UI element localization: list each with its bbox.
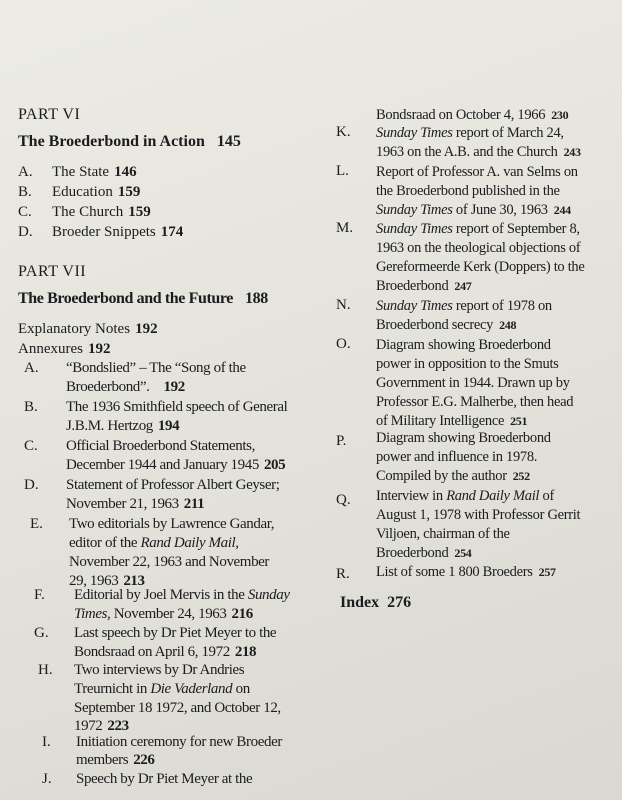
annex-c-line2: December 1944 and January 1945 205 — [66, 457, 286, 473]
annex-p-line2: power and influence in 1978. — [376, 449, 538, 465]
annex-a-letter: A. — [24, 360, 39, 376]
annex-k-letter: K. — [336, 124, 351, 140]
annex-d-letter: D. — [24, 477, 39, 493]
annex-i-letter: I. — [42, 734, 51, 750]
annex-p-letter: P. — [336, 433, 347, 449]
part-vi-page: 145 — [216, 133, 241, 150]
annex-a-line2: Broederbond”. 192 — [66, 379, 185, 395]
annex-m-line4: Broederbond 247 — [376, 278, 472, 294]
annex-m-line3: Gereformeerde Kerk (Doppers) to the — [376, 259, 585, 275]
annex-k-line1: Sunday Times report of March 24, — [376, 125, 564, 141]
section-d: D. Broeder Snippets 174 — [18, 224, 184, 240]
index-title: Index — [340, 594, 380, 611]
annex-f-line2: Times, November 24, 1963 216 — [74, 606, 253, 622]
annex-o-line5: of Military Intelligence 251 — [376, 413, 528, 429]
annex-f-line1: Editorial by Joel Mervis in the Sunday — [74, 587, 290, 603]
annex-o-line4: Professor E.G. Malherbe, then head — [376, 394, 574, 410]
index-entry — [340, 594, 411, 612]
annex-g-letter: G. — [34, 625, 49, 641]
part-vii-heading — [18, 290, 268, 308]
annex-m-line2: 1963 on the theological objections of — [376, 240, 581, 256]
annex-q-line2: August 1, 1978 with Professor Gerrit — [376, 507, 581, 523]
annex-j-line1: Speech by Dr Piet Meyer at the — [76, 771, 253, 787]
annex-e-letter: E. — [30, 516, 43, 532]
explanatory-notes: Explanatory Notes 192 — [18, 321, 158, 337]
annex-h-letter: H. — [38, 662, 53, 678]
annex-c-line1: Official Broederbond Statements, — [66, 438, 255, 454]
annex-o-letter: O. — [336, 336, 351, 352]
section-b: B. Education 159 — [18, 184, 141, 200]
annex-q-letter: Q. — [336, 492, 351, 508]
annex-q-line4: Broederbond 254 — [376, 545, 472, 561]
annex-c-letter: C. — [24, 438, 38, 454]
part-vi-label: PART VI — [18, 106, 81, 123]
annex-f-letter: F. — [34, 587, 45, 603]
part-vii-page: 188 — [245, 290, 268, 307]
annex-p-line3: Compiled by the author 252 — [376, 468, 530, 484]
section-a: A. The State 146 — [18, 164, 137, 180]
annex-g-line1: Last speech by Dr Piet Meyer to the — [74, 625, 277, 641]
annex-b-letter: B. — [24, 399, 38, 415]
annex-m-line1: Sunday Times report of September 8, — [376, 221, 580, 237]
annex-r-letter: R. — [336, 566, 350, 582]
annex-d-line2: November 21, 1963 211 — [66, 496, 205, 512]
annex-b-line2: J.B.M. Hertzog 194 — [66, 418, 180, 434]
annex-j-letter: J. — [42, 771, 52, 787]
annex-b-line1: The 1936 Smithfield speech of General — [66, 399, 288, 415]
annex-l-line3: Sunday Times of June 30, 1963 244 — [376, 202, 571, 218]
annex-p-line1: Diagram showing Broederbond — [376, 430, 551, 446]
annexures: Annexures 192 — [18, 341, 111, 357]
annex-o-line3: Government in 1944. Drawn up by — [376, 375, 570, 391]
annex-n-line2: Broederbond secrecy 248 — [376, 317, 517, 333]
annex-g-line2: Bondsraad on April 6, 1972 218 — [74, 644, 257, 660]
section-c: C. The Church 159 — [18, 204, 151, 220]
annex-i-line1: Initiation ceremony for new Broeder — [76, 734, 282, 750]
annex-q-line1: Interview in Rand Daily Mail of — [376, 488, 554, 504]
annex-l-line2: the Broederbond published in the — [376, 183, 560, 199]
annex-q-line3: Viljoen, chairman of the — [376, 526, 510, 542]
annex-a-line1: “Bondslied” – The “Song of the — [66, 360, 246, 376]
annex-o-line1: Diagram showing Broederbond — [376, 337, 551, 353]
part-vi-heading — [18, 133, 241, 151]
annex-n-line1: Sunday Times report of 1978 on — [376, 298, 552, 314]
annex-i-line2: members 226 — [76, 752, 155, 768]
annex-h-line2: Treurnicht in Die Vaderland on — [74, 681, 250, 697]
annex-m-letter: M. — [336, 220, 354, 236]
annex-h-line4: 1972 223 — [74, 718, 129, 734]
index-page: 276 — [387, 594, 412, 611]
annex-l-letter: L. — [336, 163, 349, 179]
annex-k-line2: 1963 on the A.B. and the Church 243 — [376, 144, 581, 160]
annex-j-continuation: Bondsraad on October 4, 1966 230 — [376, 107, 569, 123]
part-vii-label: PART VII — [18, 263, 87, 280]
annex-h-line1: Two interviews by Dr Andries — [74, 662, 245, 678]
annex-e-line1: Two editorials by Lawrence Gandar, — [69, 516, 275, 532]
annex-r-line1: List of some 1 800 Broeders 257 — [376, 564, 556, 580]
annex-e-line4: 29, 1963 213 — [69, 573, 145, 589]
annex-h-line3: September 18 1972, and October 12, — [74, 700, 281, 716]
part-vi-title: The Broederbond in Action — [18, 133, 205, 150]
annex-e-line3: November 22, 1963 and November — [69, 554, 270, 570]
annex-n-letter: N. — [336, 297, 351, 313]
annex-e-line2: editor of the Rand Daily Mail, — [69, 535, 239, 551]
annex-o-line2: power in opposition to the Smuts — [376, 356, 559, 372]
part-vii-title: The Broederbond and the Future — [18, 290, 233, 307]
annex-l-line1: Report of Professor A. van Selms on — [376, 164, 578, 180]
annex-d-line1: Statement of Professor Albert Geyser; — [66, 477, 280, 493]
